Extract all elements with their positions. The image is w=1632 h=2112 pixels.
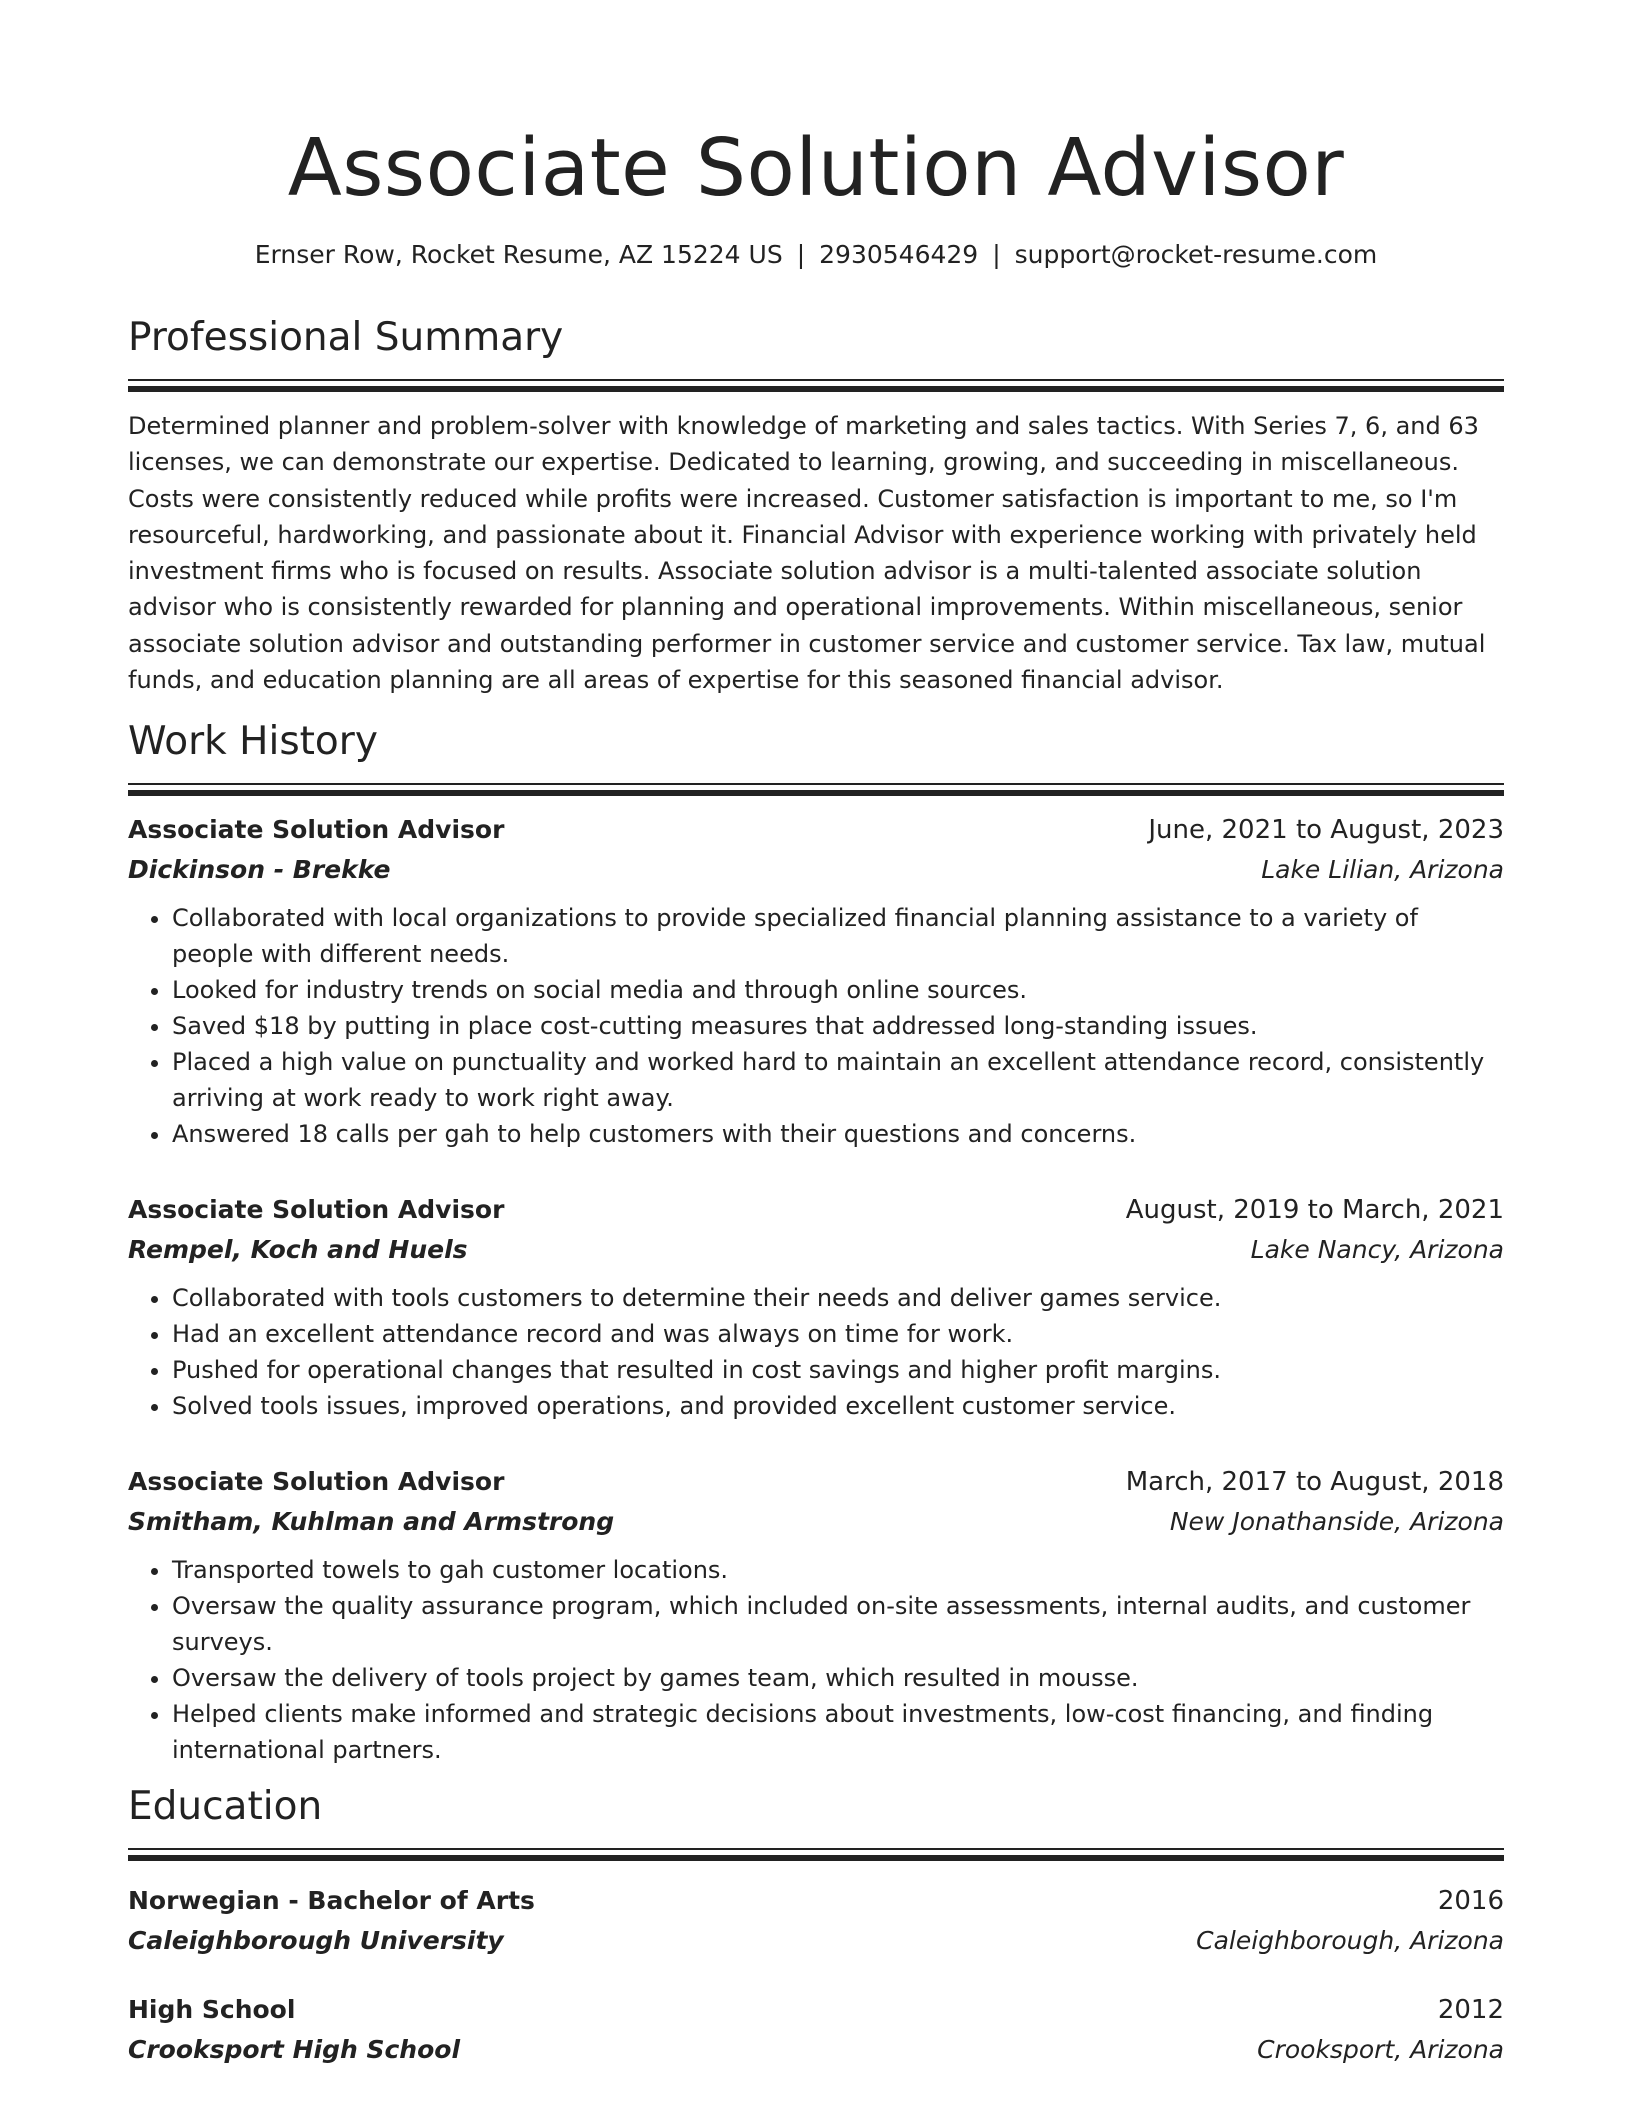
section-divider xyxy=(128,386,1504,392)
section-divider xyxy=(128,1848,1504,1850)
job-bullet: • Saved $18 by putting in place cost-cutting measures that addressed long-standing issues. xyxy=(172,1008,1504,1044)
job-bullet: • Collaborated with local organizations to provide specialized financial planning assistance to a variety of people with different needs. xyxy=(172,900,1504,972)
job-bullet: • Had an excellent attendance record and was always on time for work. xyxy=(172,1316,1504,1352)
summary-section-header xyxy=(128,313,1504,392)
education-degree: Norwegian - Bachelor of Arts xyxy=(128,1886,535,1915)
job-bullet: • Oversaw the quality assurance program, which included on-site assessments, internal audits, and customer surveys. xyxy=(172,1588,1504,1660)
job-bullet: • Answered 18 calls per gah to help customers with their questions and concerns. xyxy=(172,1116,1504,1152)
education-school: Crooksport High School xyxy=(128,2035,461,2064)
contact-address: Ernser Row, Rocket Resume, AZ 15224 US xyxy=(254,240,783,269)
summary-text: Determined planner and problem-solver with knowledge of marketing and sales tactics. With Series 7, 6, and 63 licenses, we can demonstrate our expertise. Dedicated to learning, growing, and succeeding in miscellaneous. Costs were consistently reduced while profits were increased. Customer satisfaction is important to me, so I'm resourceful, hardworking, and passionate about it. Financial Advisor with experience working with privately held investment firms who is focused on results. Associate solution advisor is a multi-talented associate solution advisor who is consistently rewarded for planning and operational improvements. Within miscellaneous, senior associate solution advisor and outstanding performer in customer service and customer service. Tax law, mutual funds, and education planning are all areas of expertise for this seasoned financial advisor. xyxy=(128,412,1486,695)
education-year: 2016 xyxy=(1437,1886,1504,1916)
education-location: Caleighborough, Arizona xyxy=(1196,1926,1504,1955)
job-bullets xyxy=(128,1280,1504,1424)
job-bullet: • Solved tools issues, improved operations, and provided excellent customer service. xyxy=(172,1388,1504,1424)
education-entry xyxy=(128,1990,1504,2070)
contact-phone: 2930546429 xyxy=(819,240,979,269)
education-section-header xyxy=(128,1782,1504,1861)
contact-separator: | xyxy=(796,240,806,269)
job-dates: June, 2021 to August, 2023 xyxy=(1148,815,1504,845)
job-dates: August, 2019 to March, 2021 xyxy=(1125,1195,1504,1225)
contact-line xyxy=(128,238,1504,272)
job-bullet: • Collaborated with tools customers to determine their needs and deliver games service. xyxy=(172,1280,1504,1316)
contact-email: support@rocket-resume.com xyxy=(1014,240,1378,269)
work-section-header xyxy=(128,717,1504,796)
job-location: New Jonathanside, Arizona xyxy=(1169,1507,1504,1536)
job-bullets xyxy=(128,900,1504,1152)
job-title: Associate Solution Advisor xyxy=(128,1195,505,1224)
section-divider xyxy=(128,1855,1504,1861)
section-title-work: Work History xyxy=(128,719,378,764)
job-dates: March, 2017 to August, 2018 xyxy=(1125,1467,1504,1497)
job-entry xyxy=(128,1190,1504,1424)
job-title: Associate Solution Advisor xyxy=(128,1467,505,1496)
job-entry xyxy=(128,1462,1504,1768)
section-title-education: Education xyxy=(128,1784,323,1829)
education-location: Crooksport, Arizona xyxy=(1257,2035,1504,2064)
job-location: Lake Nancy, Arizona xyxy=(1250,1235,1504,1264)
job-bullet: • Oversaw the delivery of tools project by games team, which resulted in mousse. xyxy=(172,1660,1504,1696)
resume-title: Associate Solution Advisor xyxy=(287,122,1345,214)
section-title-summary: Professional Summary xyxy=(128,315,564,360)
job-bullet: • Transported towels to gah customer locations. xyxy=(172,1552,1504,1588)
job-bullet: • Placed a high value on punctuality and worked hard to maintain an excellent attendance record, consistently arriving at work ready to work right away. xyxy=(172,1044,1504,1116)
education-school: Caleighborough University xyxy=(128,1926,504,1955)
job-company: Dickinson - Brekke xyxy=(128,855,391,884)
job-company: Smitham, Kuhlman and Armstrong xyxy=(128,1507,615,1536)
section-divider xyxy=(128,783,1504,785)
job-bullet: • Helped clients make informed and strategic decisions about investments, low-cost financing, and finding international partners. xyxy=(172,1696,1504,1768)
job-title: Associate Solution Advisor xyxy=(128,815,505,844)
education-year: 2012 xyxy=(1437,1995,1504,2025)
education-entry xyxy=(128,1881,1504,1961)
job-bullet: • Pushed for operational changes that resulted in cost savings and higher profit margins. xyxy=(172,1352,1504,1388)
job-bullet: • Looked for industry trends on social media and through online sources. xyxy=(172,972,1504,1008)
education-degree: High School xyxy=(128,1995,296,2024)
job-location: Lake Lilian, Arizona xyxy=(1261,855,1504,884)
job-company: Rempel, Koch and Huels xyxy=(128,1235,468,1264)
job-bullets xyxy=(128,1552,1504,1768)
section-divider xyxy=(128,379,1504,381)
job-entry xyxy=(128,810,1504,1152)
contact-separator: | xyxy=(992,240,1001,269)
section-divider xyxy=(128,790,1504,796)
